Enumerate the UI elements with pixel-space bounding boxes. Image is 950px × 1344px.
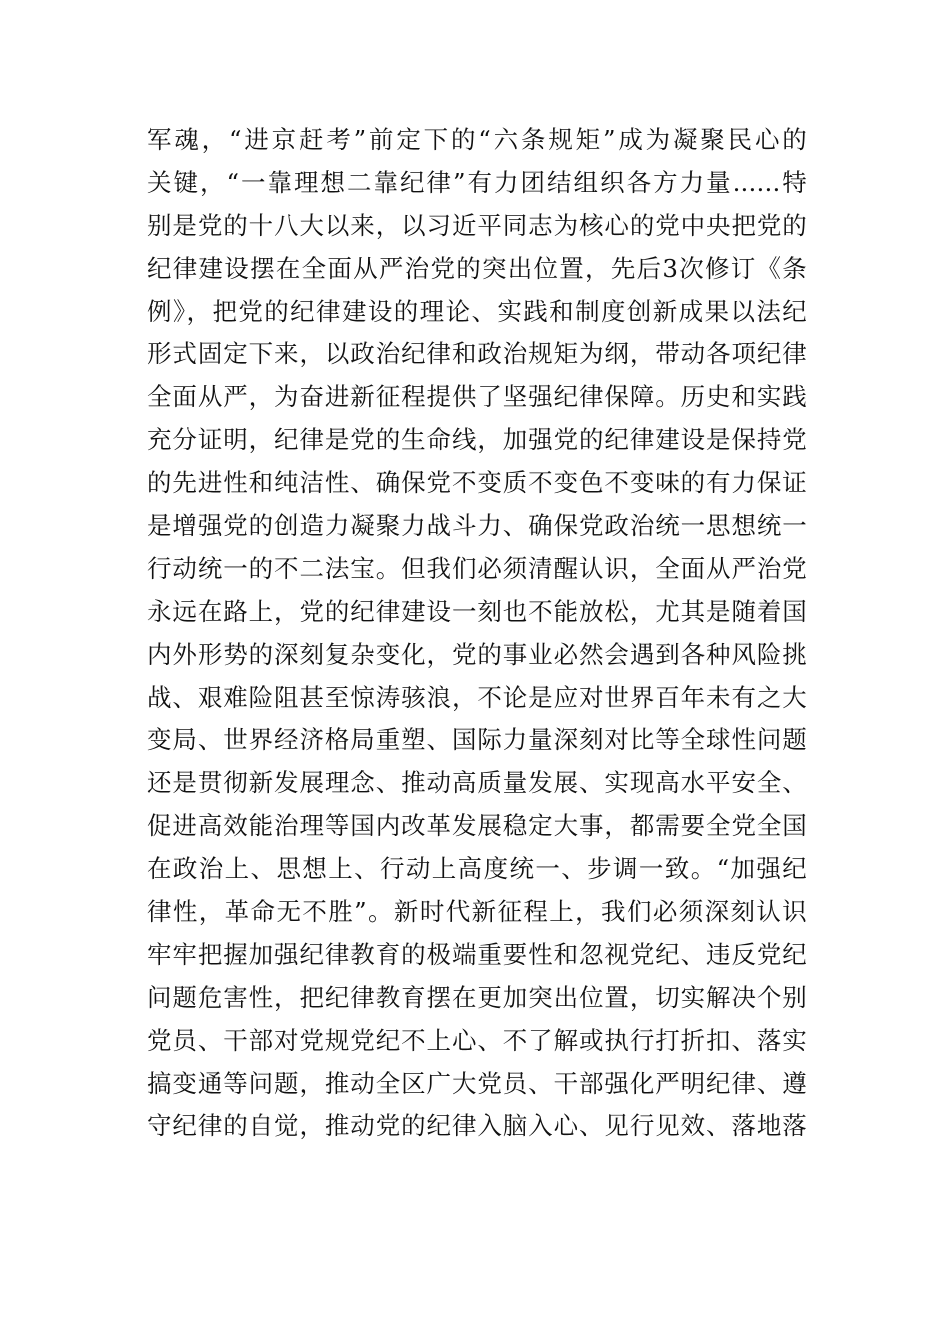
text-line-21: 问题危害性，把纪律教育摆在更加突出位置，切实解决个别	[147, 982, 807, 1012]
text-line-22: 党员、干部对党规党纪不上心、不了解或执行打折扣、落实	[147, 1025, 807, 1055]
text-line-1: 军魂，“进京赶考”前定下的“六条规矩”成为凝聚民心的	[147, 125, 807, 154]
text-line-10: 是增强党的创造力凝聚力战斗力、确保党政治统一思想统一	[147, 511, 807, 541]
text-line-5: 例》，把党的纪律建设的理论、实践和制度创新成果以法纪	[147, 296, 807, 326]
text-line-6: 形式固定下来，以政治纪律和政治规矩为纲，带动各项纪律	[147, 339, 807, 369]
text-line-7: 全面从严，为奋进新征程提供了坚强纪律保障。历史和实践	[147, 382, 807, 412]
text-line-11: 行动统一的不二法宝。但我们必须清醒认识，全面从严治党	[147, 553, 807, 583]
text-line-8: 充分证明，纪律是党的生命线，加强党的纪律建设是保持党	[147, 425, 807, 455]
text-line-15: 变局、世界经济格局重塑、国际力量深刻对比等全球性问题	[147, 725, 807, 755]
text-line-24: 守纪律的自觉，推动党的纪律入脑入心、见行见效、落地落	[147, 1111, 807, 1141]
text-line-16: 还是贯彻新发展理念、推动高质量发展、实现高水平安全、	[147, 768, 807, 798]
text-line-4: 纪律建设摆在全面从严治党的突出位置，先后3次修订《条	[147, 253, 807, 283]
text-line-13: 内外形势的深刻复杂变化，党的事业必然会遇到各种风险挑	[147, 639, 807, 669]
text-line-14: 战、艰难险阻甚至惊涛骇浪，不论是应对世界百年未有之大	[147, 682, 807, 712]
text-line-3: 别是党的十八大以来，以习近平同志为核心的党中央把党的	[147, 210, 807, 240]
text-line-2: 关键，“一靠理想二靠纪律”有力团结组织各方力量......特	[147, 167, 807, 197]
text-line-17: 促进高效能治理等国内改革发展稳定大事，都需要全党全国	[147, 811, 807, 841]
body-paragraph	[147, 119, 807, 1148]
text-line-20: 牢牢把握加强纪律教育的极端重要性和忽视党纪、违反党纪	[147, 939, 807, 969]
text-line-9: 的先进性和纯洁性、确保党不变质不变色不变味的有力保证	[147, 468, 807, 498]
text-line-12: 永远在路上，党的纪律建设一刻也不能放松，尤其是随着国	[147, 596, 807, 626]
text-line-23: 搞变通等问题，推动全区广大党员、干部强化严明纪律、遵	[147, 1068, 807, 1098]
text-line-18: 在政治上、思想上、行动上高度统一、步调一致。“加强纪	[147, 854, 807, 884]
text-line-19: 律性，革命无不胜”。新时代新征程上，我们必须深刻认识	[147, 897, 807, 927]
